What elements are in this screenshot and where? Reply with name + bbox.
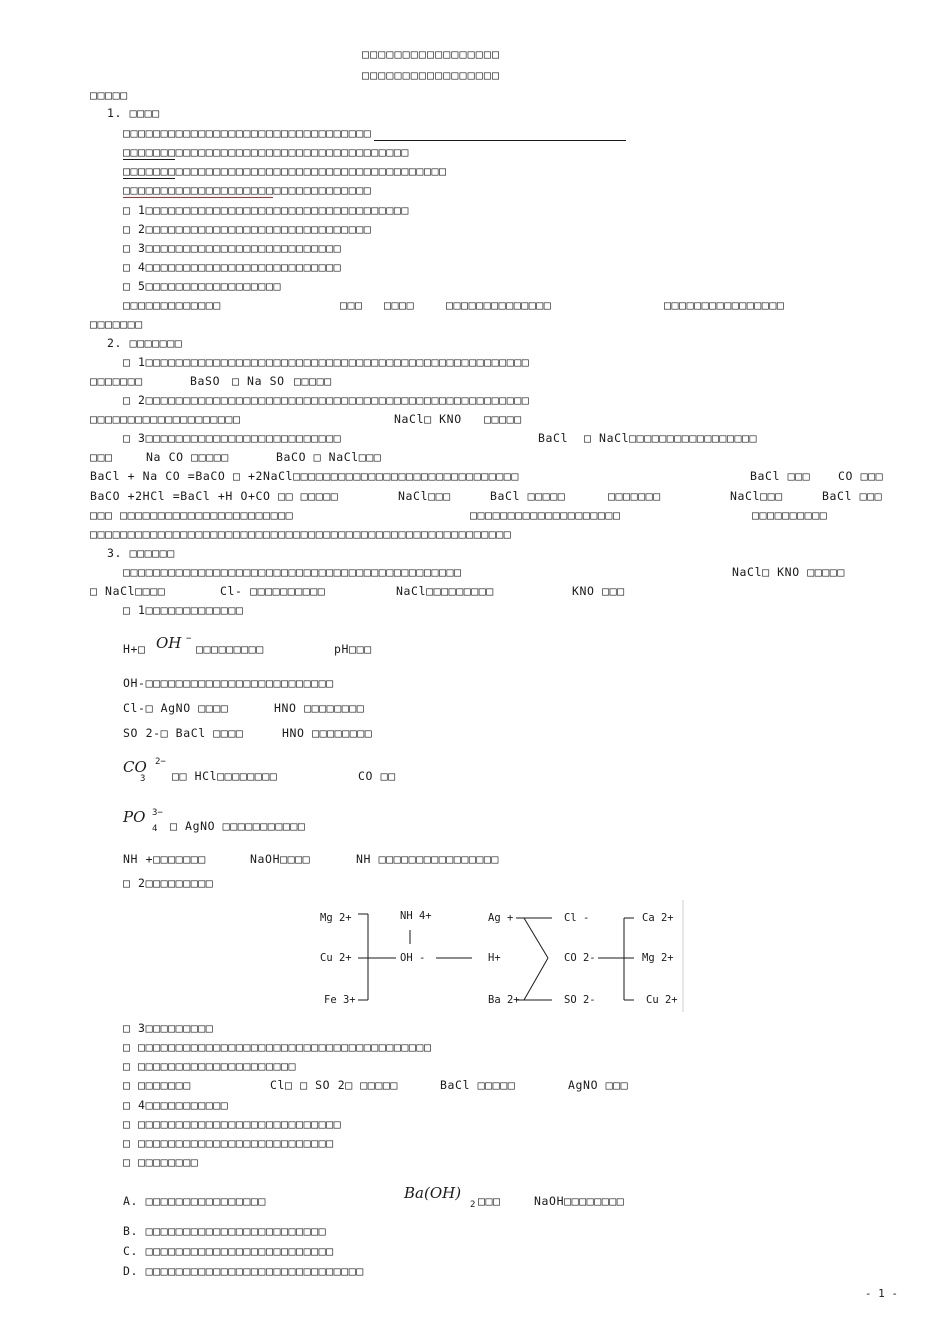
s2-p2-c: NaCl□ KNO xyxy=(394,412,462,426)
s3-intro-e: NaCl□□□□□□□□□ xyxy=(396,584,494,598)
ion-mg-2: Mg 2+ xyxy=(642,952,674,964)
ion-nh4-c: NH □□□□□□□□□□□□□□□□ xyxy=(356,852,499,866)
s3-sub4-item-1: □ □□□□□□□□□□□□□□□□□□□□□□□□□□□ xyxy=(123,1117,342,1131)
option-c: C. □□□□□□□□□□□□□□□□□□□□□□□□□ xyxy=(123,1244,334,1258)
s3-heading: 3. □□□□□□ xyxy=(107,546,175,560)
s1-summary-c: □□□□ xyxy=(384,298,415,312)
ion-fe: Fe 3+ xyxy=(324,994,356,1006)
s2-p3-j: BaCO +2HCl =BaCl +H O+CO □□ □□□□□ xyxy=(90,489,339,503)
s2-p3-p: □□□ □□□□□□□□□□□□□□□□□□□□□□□ xyxy=(90,508,294,522)
s2-p3-i: CO □□□ xyxy=(838,469,884,483)
ion-oh: OH - xyxy=(400,952,426,964)
ion-mg: Mg 2+ xyxy=(320,912,352,924)
s2-p3-e: Na CO □□□□□ xyxy=(146,450,229,464)
option-a-b: □□□ xyxy=(478,1194,501,1208)
s3-sub-4: □ 4□□□□□□□□□□□ xyxy=(123,1098,229,1112)
option-a: A. □□□□□□□□□□□□□□□□ xyxy=(123,1194,266,1208)
s1-item-4: □ 4□□□□□□□□□□□□□□□□□□□□□□□□□□ xyxy=(123,260,342,274)
ion-ag: Ag + xyxy=(488,912,514,924)
option-b: B. □□□□□□□□□□□□□□□□□□□□□□□□ xyxy=(123,1224,327,1238)
s1-item-1: □ 1□□□□□□□□□□□□□□□□□□□□□□□□□□□□□□□□□□□ xyxy=(123,203,409,217)
s1-line-1: □□□□□□□□□□□□□□□□□□□□□□□□□□□□□□□□□ xyxy=(123,126,372,140)
s2-p2-b: □□□□□□□□□□□□□□□□□□□□ xyxy=(90,412,241,426)
s3-intro-a: □□□□□□□□□□□□□□□□□□□□□□□□□□□□□□□□□□□□□□□□□□□□□ xyxy=(123,565,462,579)
s1-summary-d: □□□□□□□□□□□□□□ xyxy=(446,298,552,312)
red-underline xyxy=(123,197,273,198)
s2-p3-r: □□□□□□□□□□ xyxy=(752,508,828,522)
s2-p3-s: □□□□□□□□□□□□□□□□□□□□□□□□□□□□□□□□□□□□□□□□□□□□□□□□□□□□□□□□ xyxy=(90,527,512,541)
po4-charge: 3− xyxy=(152,808,163,818)
doc-title-line-1: □□□□□□□□□□□□□□□□□ xyxy=(362,47,501,61)
ion-ca: Ca 2+ xyxy=(642,912,674,924)
s3-sub-3: □ 3□□□□□□□□□ xyxy=(123,1021,214,1035)
po4-subscript: 4 xyxy=(152,824,158,834)
ion-so4: SO 2- xyxy=(564,994,596,1006)
underline-1 xyxy=(374,140,626,141)
s3-intro-b: NaCl□ KNO □□□□□ xyxy=(732,565,845,579)
ion-h: H+ xyxy=(488,952,501,964)
s2-heading: 2. □□□□□□□ xyxy=(107,336,183,350)
s1-item-3: □ 3□□□□□□□□□□□□□□□□□□□□□□□□□□ xyxy=(123,241,342,255)
s2-p3-h: BaCl □□□ xyxy=(750,469,811,483)
s1-summary-f: □□□□□□□ xyxy=(90,317,143,331)
s2-p1-e: □□□□□ xyxy=(294,374,332,388)
s3-sub4-item-2: □ □□□□□□□□□□□□□□□□□□□□□□□□□□ xyxy=(123,1136,334,1150)
s2-p3-a: □ 3□□□□□□□□□□□□□□□□□□□□□□□□□□ xyxy=(123,431,342,445)
ion-cu: Cu 2+ xyxy=(320,952,352,964)
s3-sub3-item-3-c: BaCl □□□□□ xyxy=(440,1078,516,1092)
s2-p3-c: □ NaCl□□□□□□□□□□□□□□□□□ xyxy=(584,431,758,445)
s2-p1-d: □ Na SO xyxy=(232,374,285,388)
s3-sub3-item-2: □ □□□□□□□□□□□□□□□□□□□□□ xyxy=(123,1059,297,1073)
ion-po4-a: □ AgNO □□□□□□□□□□□ xyxy=(170,819,306,833)
baoh2-formula: Ba(OH) xyxy=(404,1184,462,1202)
s3-sub3-item-1: □ □□□□□□□□□□□□□□□□□□□□□□□□□□□□□□□□□□□□□□□ xyxy=(123,1040,432,1054)
section-heading: □□□□□ xyxy=(90,88,128,102)
co3-subscript: 3 xyxy=(140,774,146,784)
s3-sub3-item-3-d: AgNO □□□ xyxy=(568,1078,629,1092)
s2-p3-o: BaCl □□□ xyxy=(822,489,883,503)
ion-reaction-diagram xyxy=(312,900,684,1012)
s2-p3-g: BaCl + Na CO =BaCO □ +2NaCl□□□□□□□□□□□□□□□□□□□□□□□□□□□□□□ xyxy=(90,469,519,483)
s2-p1-b: □□□□□□□ xyxy=(90,374,143,388)
co3-charge: 2− xyxy=(155,757,166,767)
s2-p3-q: □□□□□□□□□□□□□□□□□□□□ xyxy=(470,508,621,522)
s3-intro-c: □ NaCl□□□□ xyxy=(90,584,166,598)
s2-p1-a: □ 1□□□□□□□□□□□□□□□□□□□□□□□□□□□□□□□□□□□□□□□□□□□□□□□□□□□ xyxy=(123,355,530,369)
ion-h-label: H+□ xyxy=(123,642,146,656)
option-a-c: NaOH□□□□□□□□ xyxy=(534,1194,625,1208)
s3-sub4-item-3: □ □□□□□□□□ xyxy=(123,1155,199,1169)
s2-p1-c: BaSO xyxy=(190,374,221,388)
s2-p3-b: BaCl xyxy=(538,431,569,445)
s1-line-4: □□□□□□□□□□□□□□□□□□□□□□□□□□□□□□□□□ xyxy=(123,183,372,197)
s1-summary-a: □□□□□□□□□□□□□ xyxy=(123,298,221,312)
ion-cl: Cl - xyxy=(564,912,590,924)
s1-summary-e: □□□□□□□□□□□□□□□□ xyxy=(664,298,785,312)
ion-cl-a: Cl-□ AgNO □□□□ xyxy=(123,701,229,715)
s3-intro-f: KNO □□□ xyxy=(572,584,625,598)
ion-nh4-b: NaOH□□□□ xyxy=(250,852,311,866)
ion-ba: Ba 2+ xyxy=(488,994,520,1006)
s1-item-5: □ 5□□□□□□□□□□□□□□□□□□ xyxy=(123,279,281,293)
s1-line-3: □□□□□□□□□□□□□□□□□□□□□□□□□□□□□□□□□□□□□□□□□□□ xyxy=(123,164,447,178)
s2-p3-n: NaCl□□□ xyxy=(730,489,783,503)
baoh2-subscript: 2 xyxy=(470,1200,476,1210)
doc-title-line-2: □□□□□□□□□□□□□□□□□ xyxy=(362,68,501,82)
ion-h-ph: pH□□□ xyxy=(334,642,372,656)
underline-2 xyxy=(123,159,175,160)
co3-formula: CO xyxy=(123,758,147,776)
underline-3 xyxy=(123,178,175,179)
option-d: D. □□□□□□□□□□□□□□□□□□□□□□□□□□□□□ xyxy=(123,1264,364,1278)
s2-p3-m: □□□□□□□ xyxy=(608,489,661,503)
ion-cu-2: Cu 2+ xyxy=(646,994,678,1006)
oh-charge: − xyxy=(186,634,192,644)
s3-sub3-item-3: □ □□□□□□□ xyxy=(123,1078,191,1092)
s2-p2-a: □ 2□□□□□□□□□□□□□□□□□□□□□□□□□□□□□□□□□□□□□□□□□□□□□□□□□□□ xyxy=(123,393,530,407)
s2-p2-d: □□□□□ xyxy=(484,412,522,426)
ion-nh4-a: NH +□□□□□□□ xyxy=(123,852,206,866)
ion-cl-b: HNO □□□□□□□□ xyxy=(274,701,365,715)
page-number: - 1 - xyxy=(864,1287,898,1300)
s3-sub-2: □ 2□□□□□□□□□ xyxy=(123,876,214,890)
ion-so4-b: HNO □□□□□□□□ xyxy=(282,726,373,740)
s1-line-2: □□□□□□□□□□□□□□□□□□□□□□□□□□□□□□□□□□□□□□ xyxy=(123,145,409,159)
ion-co3-a: □□ HCl□□□□□□□□ xyxy=(172,769,278,783)
s2-p3-k: NaCl□□□ xyxy=(398,489,451,503)
s2-p3-d: □□□ xyxy=(90,450,113,464)
po4-formula: PO xyxy=(123,808,146,826)
ion-so4-a: SO 2-□ BaCl □□□□ xyxy=(123,726,244,740)
s1-heading: 1. □□□□ xyxy=(107,106,160,120)
ion-co3-b: CO □□ xyxy=(358,769,396,783)
s3-intro-d: Cl- □□□□□□□□□□ xyxy=(220,584,326,598)
oh-formula: OH xyxy=(156,634,182,652)
ion-co3: CO 2- xyxy=(564,952,596,964)
s1-item-2: □ 2□□□□□□□□□□□□□□□□□□□□□□□□□□□□□□ xyxy=(123,222,372,236)
s2-p3-f: BaCO □ NaCl□□□ xyxy=(276,450,382,464)
ion-nh4: NH 4+ xyxy=(400,910,432,922)
s3-sub-1: □ 1□□□□□□□□□□□□□ xyxy=(123,603,244,617)
s3-sub3-item-3-b: Cl□ □ SO 2□ □□□□□ xyxy=(270,1078,398,1092)
s2-p3-l: BaCl □□□□□ xyxy=(490,489,566,503)
ion-h-rest: □□□□□□□□□ xyxy=(196,642,264,656)
s1-summary-b: □□□ xyxy=(340,298,363,312)
ion-oh-line: OH-□□□□□□□□□□□□□□□□□□□□□□□□□ xyxy=(123,676,334,690)
